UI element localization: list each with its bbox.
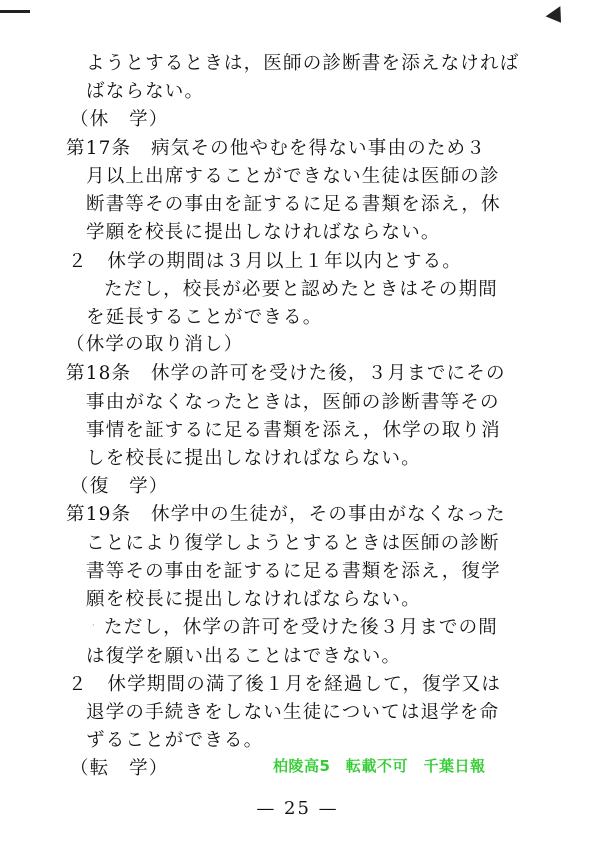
scan-speck: ·	[92, 621, 95, 630]
text-line: 学願を校長に提出しなければならない。	[86, 222, 441, 243]
section-heading: （休学の取り消し）	[66, 334, 244, 355]
text-line: 書等その事由を証するに足る書類を添え，復学	[86, 561, 501, 582]
page-number: — 25 —	[256, 798, 339, 819]
corner-mark-right	[546, 6, 569, 28]
section-heading: （転 学）	[70, 758, 169, 779]
text-line: 事情を証するに足る書類を添え，休学の取り消	[86, 420, 501, 441]
paragraph-line: ２ 休学の期間は３月以上１年以内とする。	[68, 251, 463, 272]
article-line: 第19条 休学中の生徒が，その事由がなくなった	[66, 504, 506, 525]
article-line: 第18条 休学の許可を受けた後，３月までにその	[66, 363, 506, 384]
text-line: しを校長に提出しなければならない。	[86, 448, 421, 469]
text-line: 願を校長に提出しなければならない。	[86, 589, 421, 610]
text-line: 断書等その事由を証するに足る書類を添え，休	[86, 194, 501, 215]
text-line: は復学を願い出ることはできない。	[86, 646, 402, 667]
text-line: ただし，休学の許可を受けた後３月までの間	[104, 617, 499, 638]
section-heading: （復 学）	[70, 476, 169, 497]
corner-mark-left	[0, 10, 30, 13]
text-line: 月以上出席することができない生徒は医師の診	[86, 166, 500, 187]
section-heading: （休 学）	[70, 109, 169, 130]
text-line: ようとするときは，医師の診断書を添えなければ	[86, 53, 520, 74]
text-line: ことにより復学しようとするときは医師の診断	[86, 533, 500, 554]
text-line: 退学の手続きをしない生徒については退学を命	[86, 702, 500, 723]
watermark: 柏陵高5 転載不可 千葉日報	[273, 757, 486, 775]
paragraph-line: ２ 休学期間の満了後１月を経過して，復学又は	[68, 674, 502, 695]
text-line: ただし，校長が必要と認めたときはその期間	[104, 279, 499, 300]
text-line: ずることができる。	[86, 730, 264, 751]
text-line: を延長することができる。	[86, 307, 323, 328]
text-line: ばならない。	[86, 81, 205, 102]
article-line: 第17条 病気その他やむを得ない事由のため３	[66, 138, 486, 159]
text-line: 事由がなくなったときは，医師の診断書等その	[86, 392, 500, 413]
